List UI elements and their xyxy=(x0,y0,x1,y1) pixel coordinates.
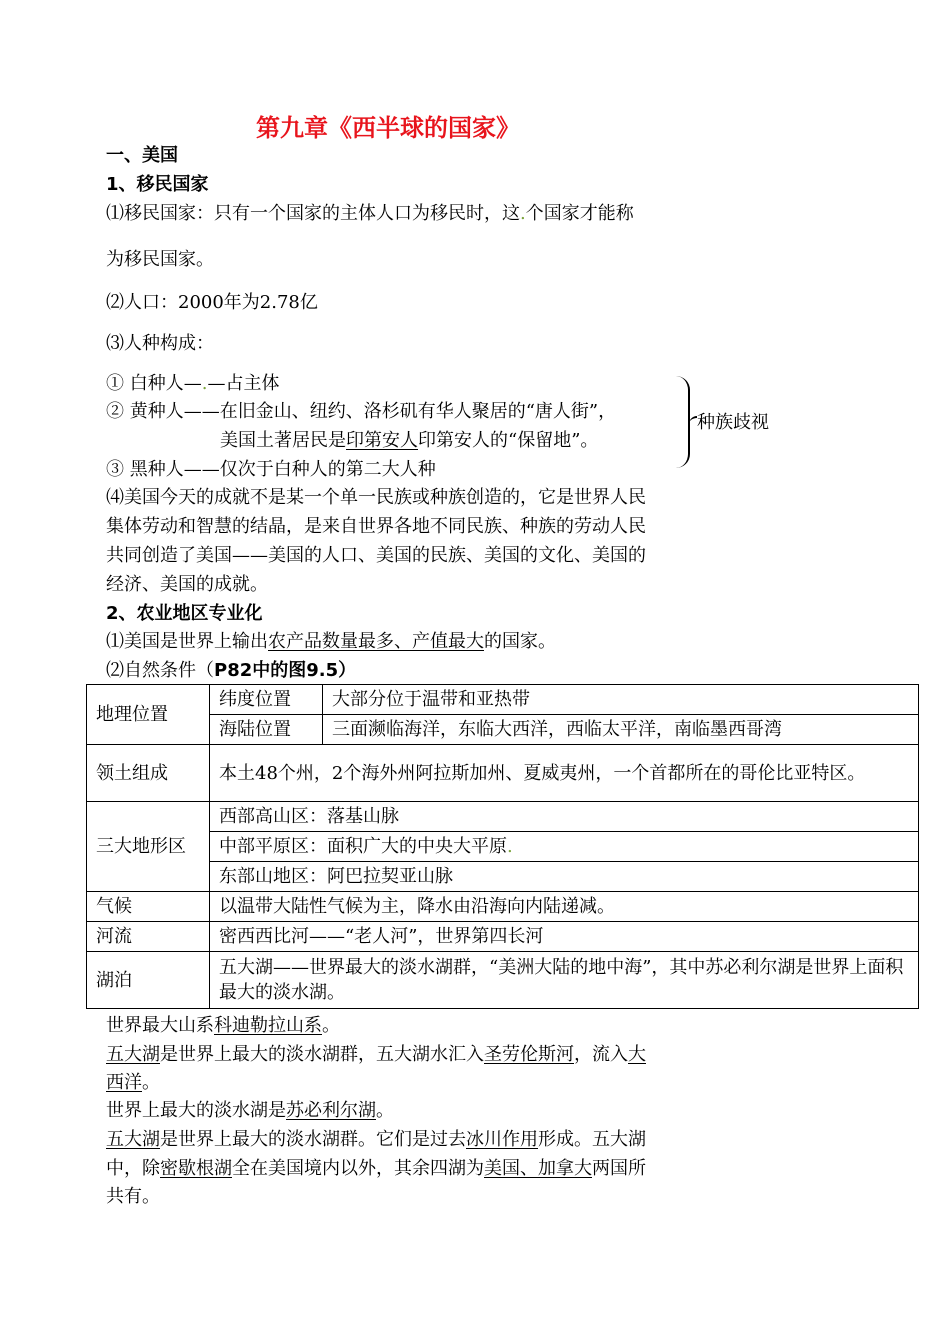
stray-dot: . xyxy=(201,373,208,394)
table-cell-label: 湖泊 xyxy=(87,952,210,1009)
text-fragment: ⑴移民国家：只有一个国家的主体人口为移民时，这 xyxy=(106,203,520,224)
text-fragment: 美国土著居民是 xyxy=(220,430,346,451)
text-fragment: 印第安人的“保留地”。 xyxy=(418,430,599,451)
paragraph-achievement-line-4: 经济、美国的成就。 xyxy=(106,574,268,595)
table-cell-value: 本土48个州，2个海外州阿拉斯加州、夏威夷州，一个首都所在的哥伦比亚特区。 xyxy=(210,745,919,802)
table-cell-value: 三面濒临海洋，东临大西洋，西临太平洋，南临墨西哥湾 xyxy=(323,715,919,745)
underlined-term: 美国、加拿大 xyxy=(484,1158,592,1179)
table-cell-label: 河流 xyxy=(87,922,210,952)
note-great-lakes-shared xyxy=(106,1157,646,1181)
table-cell-sublabel: 纬度位置 xyxy=(210,685,323,715)
race-yellow: ② 黄种人——在旧金山、纽约、洛杉矶有华人聚居的“唐人街”， xyxy=(106,401,617,422)
text-fragment: ⑴美国是世界上输出 xyxy=(106,631,268,652)
table-cell-label: 领土组成 xyxy=(87,745,210,802)
text-fragment: 两国所 xyxy=(592,1158,646,1179)
underlined-term: 西洋 xyxy=(106,1072,142,1093)
text-fragment: —占主体 xyxy=(207,373,280,394)
table-cell-value: 以温带大陆性气候为主，降水由沿海向内陆递减。 xyxy=(210,892,919,922)
table-cell-label: 气候 xyxy=(87,892,210,922)
table-cell-value: 东部山地区：阿巴拉契亚山脉 xyxy=(210,862,919,892)
race-native xyxy=(220,429,598,453)
stray-dot: . xyxy=(507,836,513,857)
underlined-term: 农产品数量最多、产值最大 xyxy=(268,631,484,652)
paragraph-race-composition: ⑶人种构成： xyxy=(106,333,214,354)
paragraph-achievement-line-2: 集体劳动和智慧的结晶，是来自世界各地不同民族、种族的劳动人民 xyxy=(106,516,646,537)
underlined-term: 密歇根湖 xyxy=(160,1158,232,1179)
underlined-term: 五大湖 xyxy=(106,1044,160,1065)
text-fragment: 。 xyxy=(322,1015,340,1036)
subheading-immigrant-country: 1、移民国家 xyxy=(106,174,209,195)
text-fragment: ，流入 xyxy=(574,1044,628,1065)
text-fragment: ⑵自然条件（ xyxy=(106,660,214,681)
text-fragment: 世界上最大的淡水湖是 xyxy=(106,1100,286,1121)
bold-reference: P82中的图9.5） xyxy=(214,660,357,681)
note-great-lakes-flow xyxy=(106,1043,646,1067)
brace-label: 种族歧视 xyxy=(697,412,769,433)
underlined-term: 圣劳伦斯河 xyxy=(484,1044,574,1065)
note-great-lakes-origin xyxy=(106,1128,646,1152)
table-cell-sublabel: 海陆位置 xyxy=(210,715,323,745)
page-title: 第九章《西半球的国家》 xyxy=(256,114,520,142)
text-fragment: 中部平原区：面积广大的中央大平原 xyxy=(219,836,507,857)
table-cell-value: 五大湖——世界最大的淡水湖群，“美洲大陆的地中海”，其中苏必利尔湖是世界上面积最大的淡水湖。 xyxy=(210,952,919,1009)
note-mountain-system xyxy=(106,1014,340,1038)
underlined-term: 印第安人 xyxy=(346,430,418,451)
paragraph-achievement-line-3: 共同创造了美国——美国的人口、美国的民族、美国的文化、美国的 xyxy=(106,545,646,566)
table-cell-label: 三大地形区 xyxy=(87,802,210,892)
text-fragment: 是世界上最大的淡水湖群，五大湖水汇入 xyxy=(160,1044,484,1065)
text-fragment: 的国家。 xyxy=(484,631,556,652)
subheading-agriculture: 2、农业地区专业化 xyxy=(106,603,263,624)
underlined-term: 五大湖 xyxy=(106,1129,160,1150)
note-largest-lake xyxy=(106,1099,394,1123)
table-row xyxy=(87,745,919,802)
table-row xyxy=(87,802,919,832)
underlined-term: 苏必利尔湖 xyxy=(286,1100,376,1121)
text-fragment: 个国家才能称 xyxy=(525,203,634,224)
text-fragment: 世界最大山系 xyxy=(106,1015,214,1036)
underlined-term: 科迪勒拉山系 xyxy=(214,1015,322,1036)
text-fragment: 是世界上最大的淡水湖群。它们是过去 xyxy=(160,1129,466,1150)
table-cell-value: 密西西比河——“老人河”，世界第四长河 xyxy=(210,922,919,952)
race-black: ③ 黑种人——仅次于白种人的第二大人种 xyxy=(106,459,436,480)
note-great-lakes-flow-cont xyxy=(106,1071,160,1095)
table-cell-value: 大部分位于温带和亚热带 xyxy=(323,685,919,715)
text-fragment: 全在美国境内以外，其余四湖为 xyxy=(232,1158,484,1179)
table-cell-value: 西部高山区：落基山脉 xyxy=(210,802,919,832)
paragraph-immigrant-definition-cont: 为移民国家。 xyxy=(106,249,214,270)
table-row xyxy=(87,685,919,715)
note-great-lakes-shared-cont: 共有。 xyxy=(106,1186,160,1207)
text-fragment: ① 白种人— xyxy=(106,373,202,394)
table-row xyxy=(87,892,919,922)
paragraph-population: ⑵人口：2000年为2.78亿 xyxy=(106,292,318,313)
race-white xyxy=(106,372,279,396)
table-row xyxy=(87,922,919,952)
text-fragment: 。 xyxy=(142,1072,160,1093)
table-cell-value xyxy=(210,832,919,862)
natural-conditions-table xyxy=(86,684,919,1009)
paragraph-immigrant-definition xyxy=(106,202,634,226)
right-brace xyxy=(676,376,690,468)
table-row xyxy=(87,862,919,892)
stray-dot: . xyxy=(520,203,526,224)
table-row xyxy=(87,715,919,745)
paragraph-agri-export xyxy=(106,630,556,654)
table-row xyxy=(87,832,919,862)
table-cell-label: 地理位置 xyxy=(87,685,210,745)
section-heading-usa: 一、美国 xyxy=(106,145,178,166)
underlined-term: 大 xyxy=(628,1044,646,1065)
text-fragment: 。 xyxy=(376,1100,394,1121)
table-row xyxy=(87,952,919,1009)
text-fragment: 形成。五大湖 xyxy=(538,1129,646,1150)
paragraph-natural-conditions xyxy=(106,659,356,683)
underlined-term: 冰川作用 xyxy=(466,1129,538,1150)
text-fragment: 中，除 xyxy=(106,1158,160,1179)
paragraph-achievement-line-1: ⑷美国今天的成就不是某一个单一民族或种族创造的，它是世界人民 xyxy=(106,487,646,508)
